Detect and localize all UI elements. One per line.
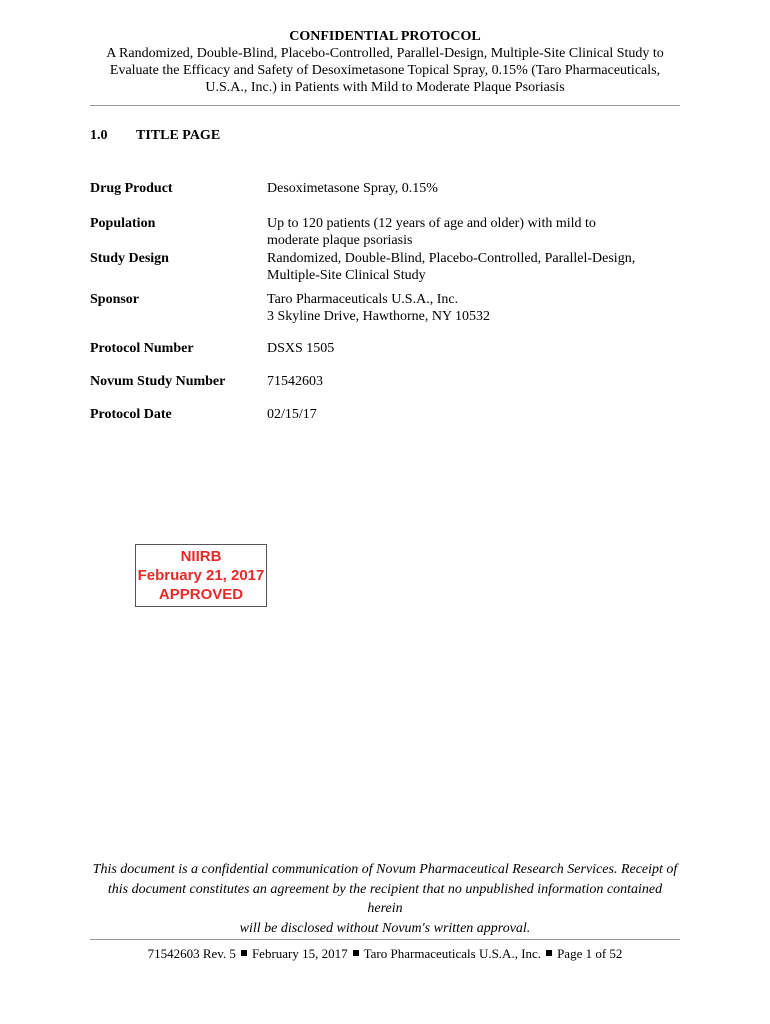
field-value xyxy=(267,250,667,284)
footer-doc-id: 71542603 Rev. 5 xyxy=(147,946,236,961)
protocol-title: CONFIDENTIAL PROTOCOL xyxy=(289,29,481,44)
square-bullet-icon xyxy=(241,950,247,956)
field-value-line: Randomized, Double-Blind, Placebo-Controlled, Parallel-Design, xyxy=(267,251,636,266)
field-value-line: Up to 120 patients (12 years of age and older) with mild to xyxy=(267,216,596,231)
field-value xyxy=(267,406,667,423)
irb-approval-stamp xyxy=(135,544,267,607)
field-value-line: Multiple-Site Clinical Study xyxy=(267,268,426,283)
footer-sponsor: Taro Pharmaceuticals U.S.A., Inc. xyxy=(363,946,542,961)
protocol-subtitle-line: Evaluate the Efficacy and Safety of Desoximetasone Topical Spray, 0.15% (Taro Pharmaceuticals, xyxy=(109,63,661,78)
field-value xyxy=(267,373,667,390)
confidentiality-notice xyxy=(90,860,680,938)
stamp-line: NIIRB xyxy=(180,548,222,565)
section-number: 1.0 xyxy=(90,128,108,143)
field-value xyxy=(267,340,667,357)
field-label: Population xyxy=(90,216,156,231)
field-value-line: DSXS 1505 xyxy=(267,341,335,356)
field-value-line: moderate plaque psoriasis xyxy=(267,233,413,248)
page-footer xyxy=(90,946,680,962)
square-bullet-icon xyxy=(353,950,359,956)
header-divider xyxy=(90,105,680,106)
notice-line: this document constitutes an agreement by the recipient that no unpublished information contained herein xyxy=(107,881,663,916)
field-value-line: 02/15/17 xyxy=(267,407,317,422)
protocol-subtitle-line: U.S.A., Inc.) in Patients with Mild to Moderate Plaque Psoriasis xyxy=(205,80,565,95)
field-label: Sponsor xyxy=(90,292,140,307)
field-label: Protocol Date xyxy=(90,407,172,422)
protocol-header xyxy=(90,28,680,96)
field-label: Protocol Number xyxy=(90,341,194,356)
square-bullet-icon xyxy=(546,950,552,956)
field-label: Study Design xyxy=(90,251,169,266)
protocol-subtitle-line: A Randomized, Double-Blind, Placebo-Controlled, Parallel-Design, Multiple-Site Clinical Study to xyxy=(106,46,664,61)
footer-date: February 15, 2017 xyxy=(251,946,348,961)
field-value-line: Taro Pharmaceuticals U.S.A., Inc. xyxy=(267,292,459,307)
field-value xyxy=(267,180,667,197)
notice-line: will be disclosed without Novum's written approval. xyxy=(239,920,531,936)
footer-page-number: Page 1 of 52 xyxy=(557,946,623,961)
field-value-line: 71542603 xyxy=(267,374,323,389)
field-value-line: Desoximetasone Spray, 0.15% xyxy=(267,181,438,196)
notice-line: This document is a confidential communication of Novum Pharmaceutical Research Services. Receipt of xyxy=(92,862,678,877)
section-heading xyxy=(90,128,220,144)
section-title: TITLE PAGE xyxy=(136,128,221,143)
field-value xyxy=(267,215,667,249)
field-label: Drug Product xyxy=(90,181,173,196)
field-label: Novum Study Number xyxy=(90,374,226,389)
stamp-line: February 21, 2017 xyxy=(137,567,265,584)
stamp-line: APPROVED xyxy=(158,586,244,603)
field-value xyxy=(267,291,667,325)
field-value-line: 3 Skyline Drive, Hawthorne, NY 10532 xyxy=(267,309,491,324)
footer-divider xyxy=(90,939,680,940)
